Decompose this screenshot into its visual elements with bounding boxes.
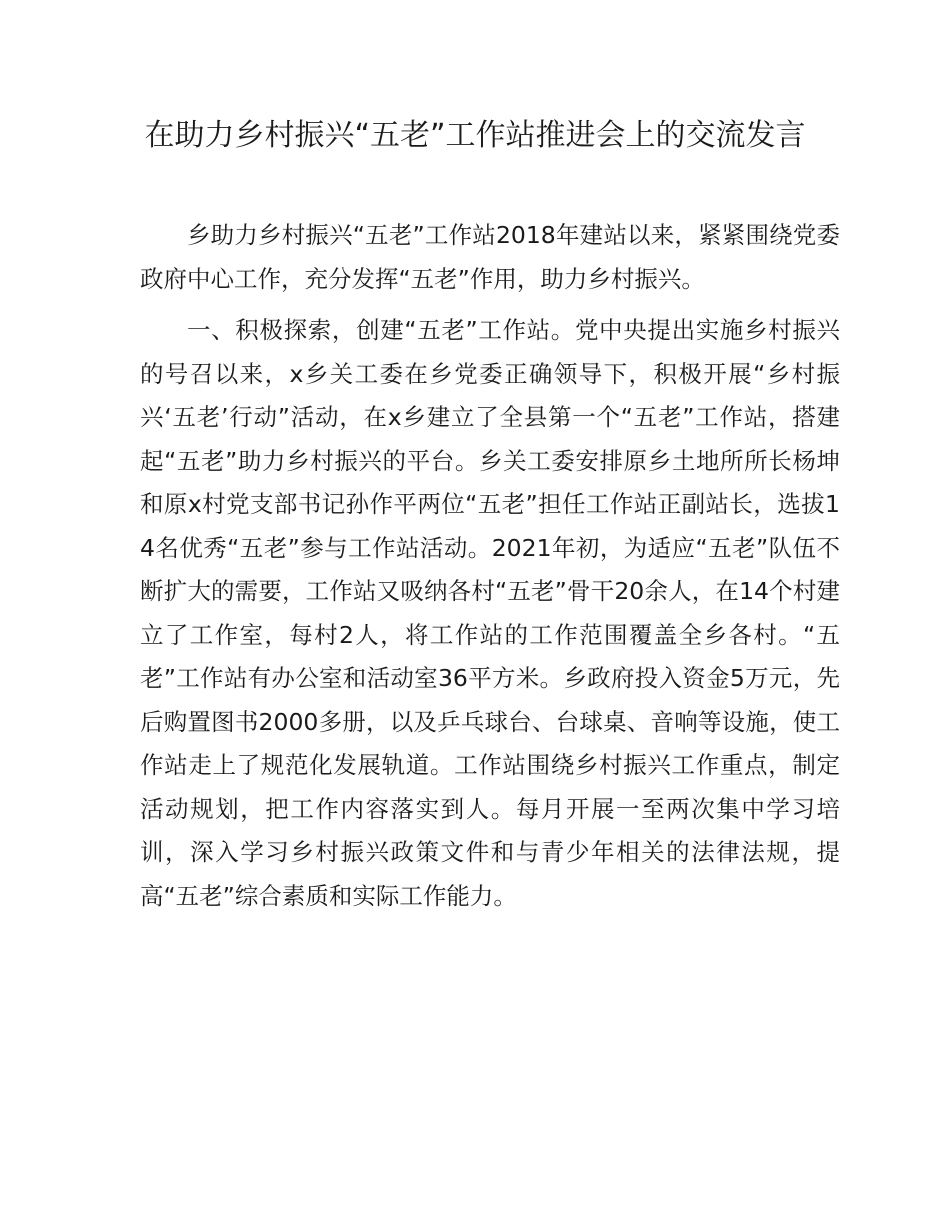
document-title: 在助力乡村振兴“五老”工作站推进会上的交流发言 xyxy=(144,118,806,153)
section-one-paragraph: 一、积极探索，创建“五老”工作站。党中央提出实施乡村振兴的号召以来，x乡关工委在乡党委正确领导下，积极开展“乡村振兴‘五老’行动”活动，在x乡建立了全县第一个“五老”工作站，搭建起“五老”助力乡村振兴的平台。乡关工委安排原乡土地所所长杨坤和原x村党支部书记孙作平两位“五老”担任工作站正副站长，选拔14名优秀“五老”参与工作站活动。2021年初，为适应“五老”队伍不断扩大的需要，工作站又吸纳各村“五老”骨干20余人，在14个村建立了工作室，每村2人，将工作站的工作范围覆盖全乡各村。“五老”工作站有办公室和活动室36平方米。乡政府投入资金5万元，先后购置图书2000多册，以及乒乓球台、台球桌、音响等设施，使工作站走上了规范化发展轨道。工作站围绕乡村振兴工作重点，制定活动规划，把工作内容落实到人。每月开展一至两次集中学习培训，深入学习乡村振兴政策文件和与青少年相关的法律法规，提高“五老”综合素质和实际工作能力。 xyxy=(140,316,840,910)
intro-paragraph: 乡助力乡村振兴“五老”工作站2018年建站以来，紧紧围绕党委政府中心工作，充分发挥“五老”作用，助力乡村振兴。 xyxy=(140,221,840,293)
